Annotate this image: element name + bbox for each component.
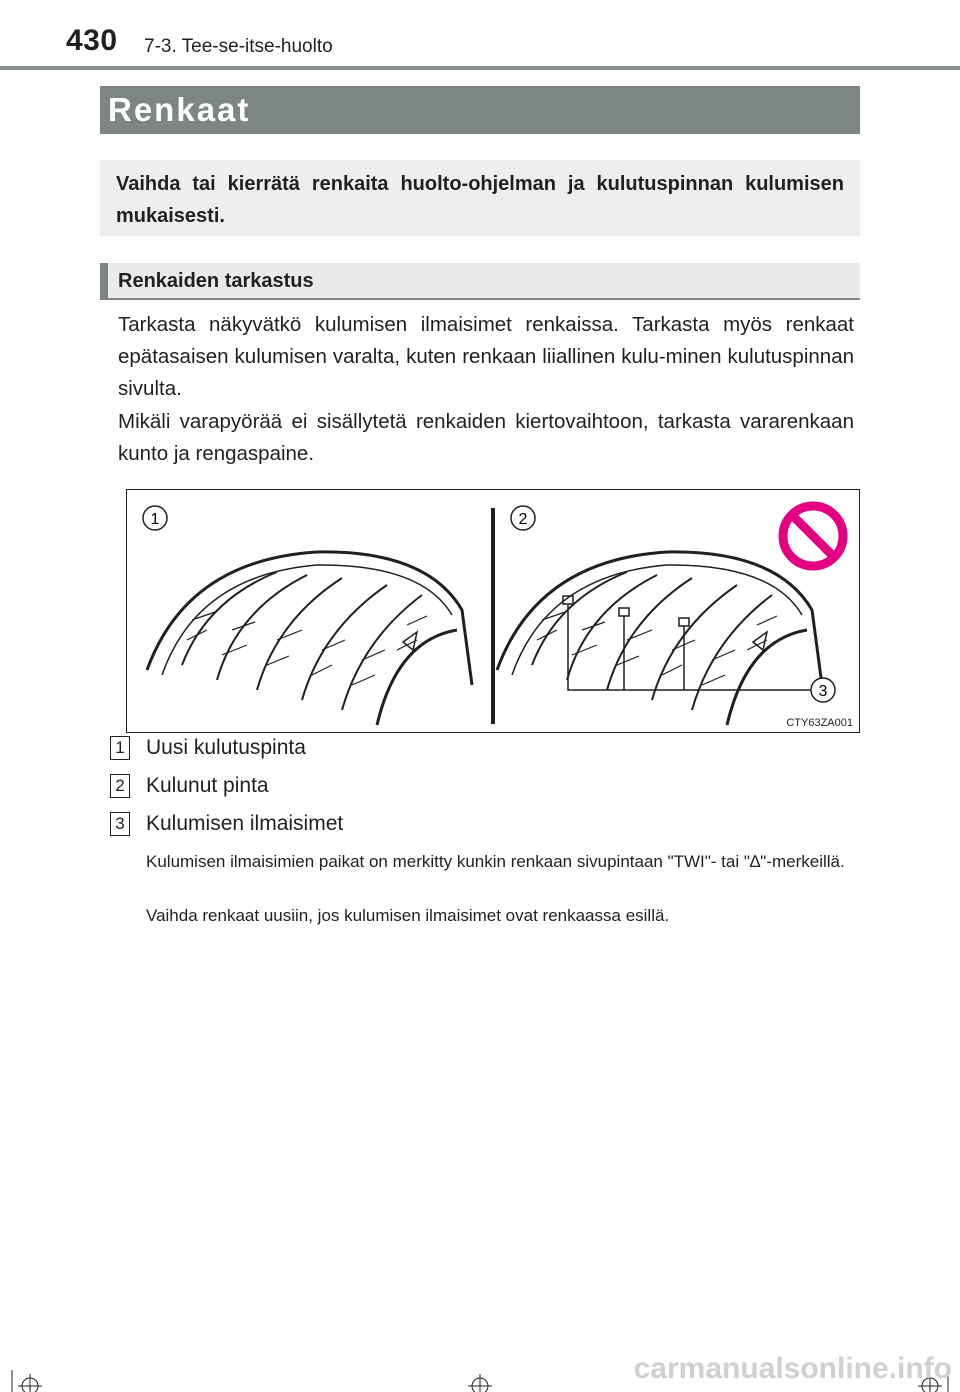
- legend-text: Kulumisen ilmaisimet: [146, 812, 344, 835]
- tire-drawing: [127, 490, 861, 734]
- legend-number: 3: [110, 812, 130, 836]
- legend-item-3: [110, 810, 343, 838]
- callout-2: [511, 506, 535, 530]
- page-number: 430: [66, 24, 118, 57]
- watermark: carmanualsonline.info: [633, 1352, 952, 1385]
- body-paragraph-1: Tarkasta näkyvätkö kulumisen ilmaisimet renkaissa. Tarkasta myös renkaat epätasaisen kulumisen varalta, kuten renkaan liiallinen kulu-minen kulutuspinnan sivulta.: [118, 313, 854, 400]
- section-label: 7-3. Tee-se-itse-huolto: [144, 36, 333, 57]
- subsection-heading: Renkaiden tarkastus: [100, 263, 860, 300]
- new-tread-tire: [147, 552, 472, 725]
- intro-box: [100, 160, 860, 236]
- tire-illustration: [126, 489, 860, 733]
- intro-text: Vaihda tai kierrätä renkaita huolto-ohjelman ja kulutuspinnan kulumisen mukaisesti.: [116, 173, 844, 227]
- legend-number: 2: [110, 774, 130, 798]
- header-rule: [0, 66, 960, 70]
- figure-code: CTY63ZA001: [786, 717, 853, 729]
- legend-number: 1: [110, 736, 130, 760]
- legend-text: Uusi kulutuspinta: [146, 736, 306, 759]
- prohibition-icon: [783, 506, 843, 566]
- legend-item-1: [110, 734, 306, 762]
- svg-text:3: 3: [818, 683, 828, 700]
- callout-1: [143, 506, 167, 530]
- legend-item-2: [110, 772, 269, 800]
- note-indicator-location: Kulumisen ilmaisimien paikat on merkitty kunkin renkaan sivupintaan "TWI"- tai "∆"-merkeillä.: [146, 852, 845, 871]
- svg-text:1: 1: [150, 511, 160, 528]
- legend-text: Kulunut pinta: [146, 774, 269, 797]
- callout-3: [811, 678, 835, 702]
- svg-text:2: 2: [518, 511, 528, 528]
- worn-tread-tire: [497, 552, 822, 725]
- body-paragraph-2: Mikäli varapyörää ei sisällytetä renkaiden kiertovaihtoon, tarkasta vararenkaan kunto ja rengaspaine.: [118, 410, 854, 465]
- note-replace-tires: Vaihda renkaat uusiin, jos kulumisen ilmaisimet ovat renkaassa esillä.: [146, 906, 670, 925]
- page-title: Renkaat: [100, 86, 860, 134]
